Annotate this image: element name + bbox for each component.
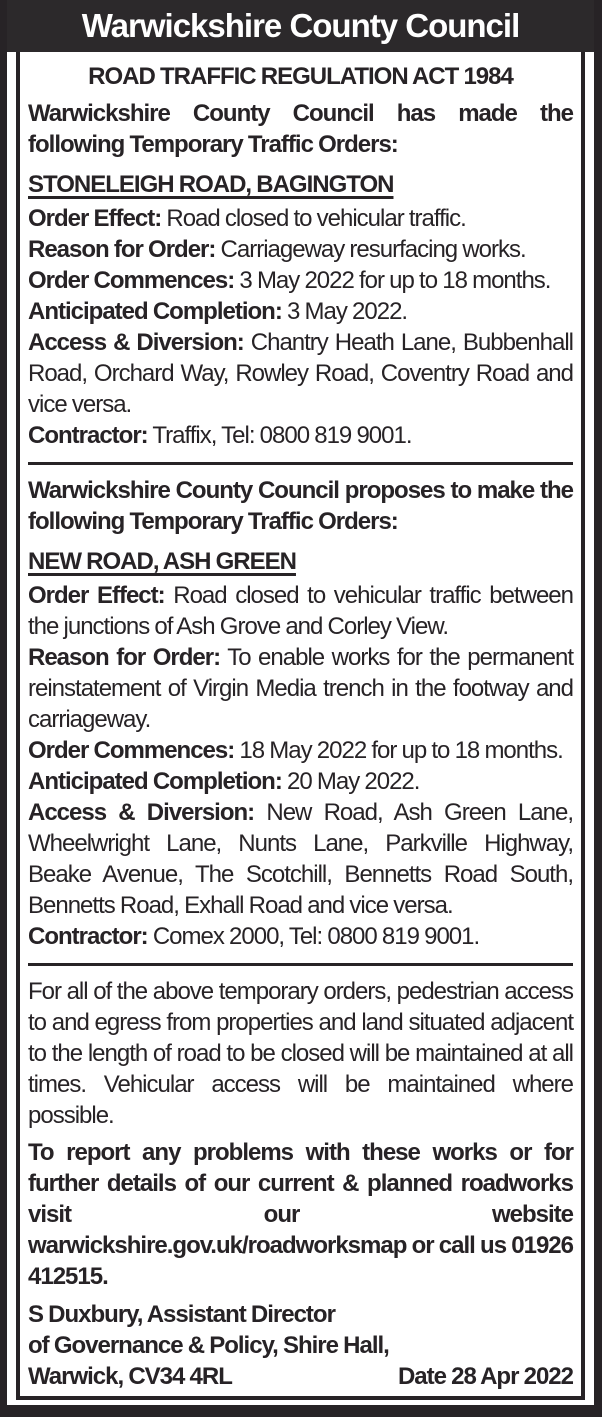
- order-item: [28, 642, 573, 735]
- order-item-text: 18 May 2022 for up to 18 months.: [239, 737, 563, 764]
- order-item-label: Order Effect:: [28, 205, 162, 232]
- order-item-text: Carriageway resurfacing works.: [220, 236, 526, 263]
- order-item-text: Comex 2000, Tel: 0800 819 9001.: [152, 923, 480, 950]
- order-section-stoneleigh: [28, 169, 573, 451]
- order-item-text: 3 May 2022 for up to 18 months.: [239, 267, 551, 294]
- notice-date: Date 28 Apr 2022: [397, 1363, 573, 1390]
- order-item-label: Order Commences:: [28, 737, 235, 764]
- order-item-label: Order Commences:: [28, 267, 235, 294]
- order-item: [28, 580, 573, 642]
- masthead-title: Warwickshire County Council: [81, 7, 520, 44]
- order-item-text: Road closed to vehicular traffic.: [166, 205, 466, 232]
- order-item-label: Reason for Order:: [28, 644, 221, 671]
- section-divider: [28, 462, 573, 465]
- order-item: [28, 265, 573, 296]
- order-item: [28, 921, 573, 952]
- section-divider: [28, 963, 573, 966]
- order-item: [28, 797, 573, 921]
- order-item: [28, 327, 573, 420]
- act-title: ROAD TRAFFIC REGULATION ACT 1984: [88, 63, 513, 90]
- order-item-label: Contractor:: [28, 422, 148, 449]
- signature-line: S Duxbury, Assistant Director: [28, 1301, 335, 1328]
- access-note: For all of the above temporary orders, pedestrian access to and egress from properties and land situated adjacent to the length of road to be closed will be maintained at all times. Vehicular access will be maintained where possible.: [28, 978, 573, 1129]
- order-item-label: Anticipated Completion:: [28, 768, 282, 795]
- order-item-label: Access & Diversion:: [28, 799, 255, 826]
- order-item: [28, 234, 573, 265]
- order-item-label: Order Effect:: [28, 582, 165, 609]
- notice-frame: [16, 52, 585, 1400]
- order-item-text: New Road, Ash Green Lane, Wheelwright Lane, Nunts Lane, Parkville Highway, Beake Avenue, The Scotchill, Bennetts Road South, Bennetts Road, Exhall Road and vice versa.: [28, 799, 573, 919]
- masthead: [7, 0, 594, 52]
- order-section-new-road: [28, 546, 573, 952]
- intro-proposed: Warwickshire County Council proposes to make the following Temporary Traffic Orders:: [28, 477, 573, 535]
- order-item-text: Chantry Heath Lane, Bubbenhall Road, Orchard Way, Rowley Road, Coventry Road and vice versa.: [28, 329, 573, 418]
- intro-made: Warwickshire County Council has made the following Temporary Traffic Orders:: [28, 100, 573, 158]
- order-item: [28, 203, 573, 234]
- order-heading-stoneleigh: STONELEIGH ROAD, BAGINGTON: [28, 171, 394, 198]
- order-heading-new-road: NEW ROAD, ASH GREEN: [28, 548, 296, 575]
- order-item: [28, 735, 573, 766]
- order-item-text: Road closed to vehicular traffic between the junctions of Ash Grove and Corley View.: [28, 582, 573, 640]
- signature-line: Warwick, CV34 4RL: [28, 1363, 232, 1390]
- order-item-label: Reason for Order:: [28, 236, 216, 263]
- signature-block: [28, 1299, 573, 1392]
- order-item: [28, 420, 573, 451]
- order-item-text: Traffix, Tel: 0800 819 9001.: [152, 422, 412, 449]
- order-item-label: Access & Diversion:: [28, 329, 244, 356]
- order-item-label: Anticipated Completion:: [28, 298, 282, 325]
- order-item-text: 3 May 2022.: [287, 298, 408, 325]
- signature-date-row: [28, 1361, 573, 1392]
- signature-line: of Governance & Policy, Shire Hall,: [28, 1332, 389, 1359]
- order-item-text: To enable works for the permanent reinstatement of Virgin Media trench in the footway and carriageway.: [28, 644, 574, 733]
- order-item: [28, 296, 573, 327]
- report-note: To report any problems with these works or for further details of our current & planned roadworks visit our website warwickshire.gov.uk/roadworksmap or call us 01926 412515.: [28, 1139, 573, 1290]
- order-item-text: 20 May 2022.: [287, 768, 420, 795]
- order-item-label: Contractor:: [28, 923, 148, 950]
- order-item: [28, 766, 573, 797]
